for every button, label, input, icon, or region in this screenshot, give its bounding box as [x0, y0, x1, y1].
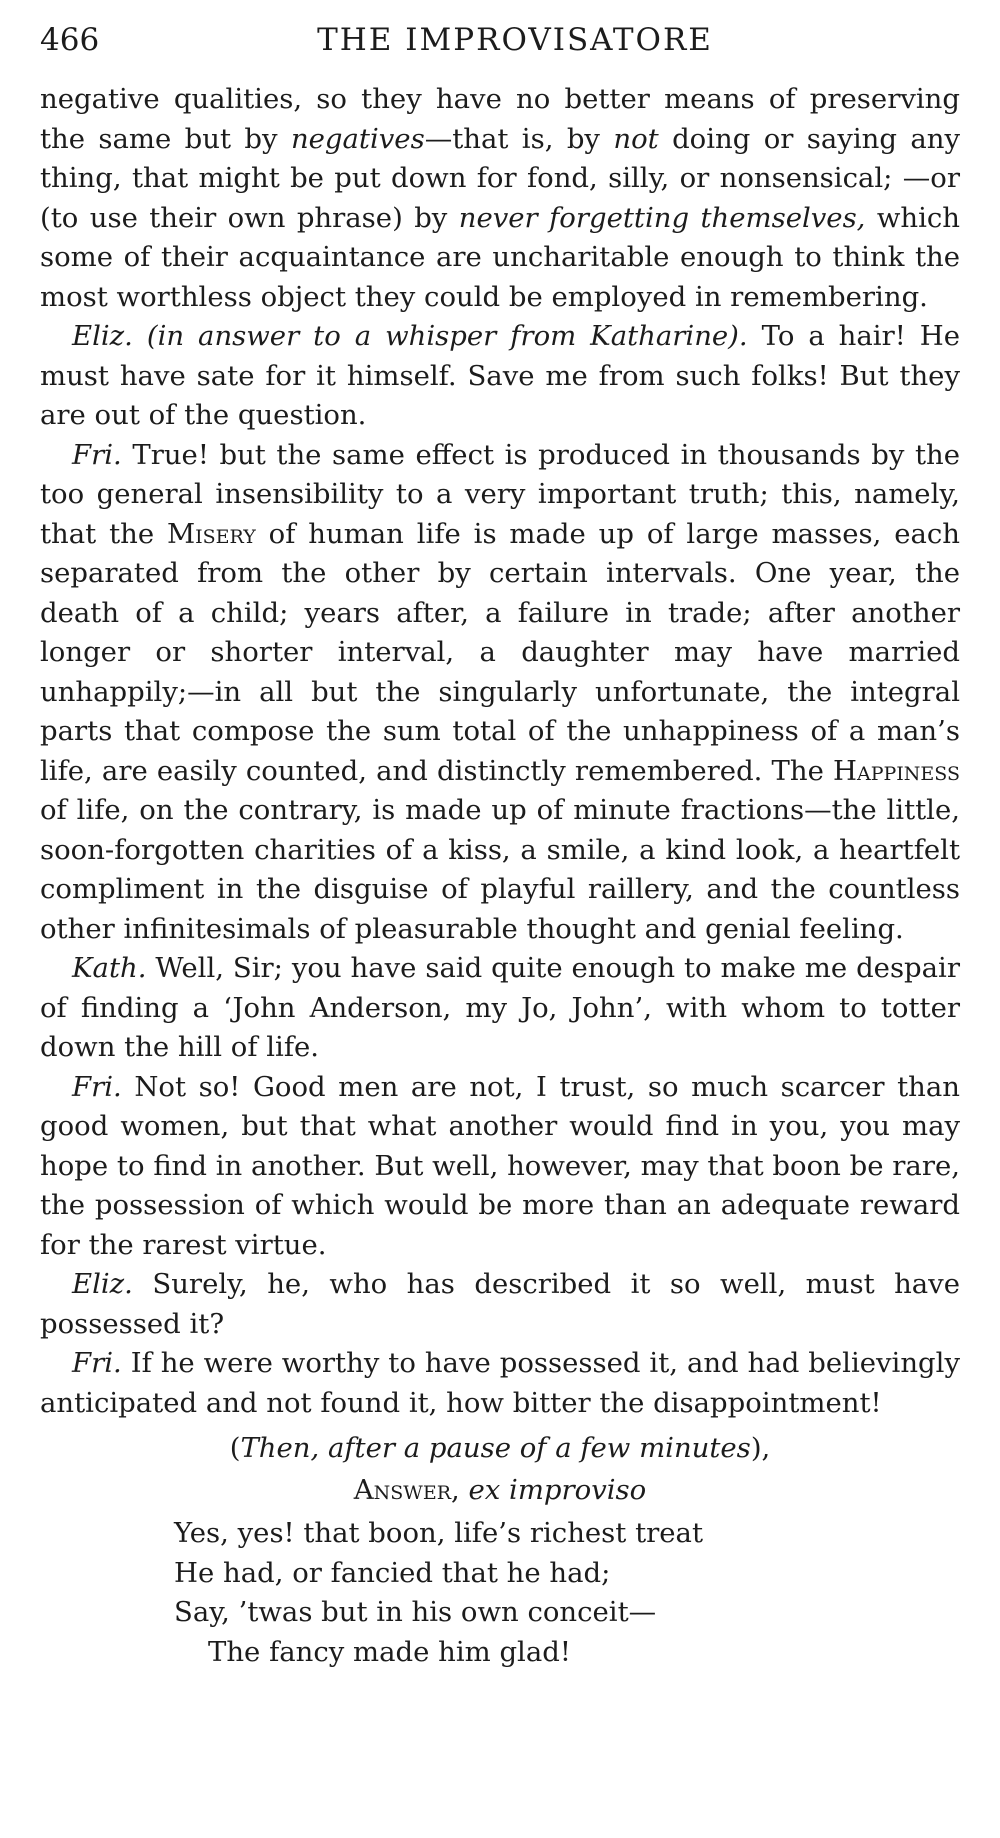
speaker-label: Fri. [72, 1347, 122, 1379]
page-number: 466 [40, 22, 100, 58]
speaker-label: Eliz. [72, 320, 133, 352]
paragraph-4: Kath. Well, Sir; you have said quite enough to make me despair of finding a ‘John Anderson, my Jo, John’, with whom to totter down the hill of life. [40, 952, 960, 1063]
paragraph-6: Eliz. Surely, he, who has described it so well, must have possessed it? [40, 1268, 960, 1340]
stage-direction: (in answer to a whisper from Katharine). [132, 320, 748, 352]
speaker-label: Fri. [72, 438, 122, 471]
paragraph-1: negative qualities, so they have no better means of preserving the same but by negatives—that is, by not doing or saying any thing, that might be put down for fond, silly, or nonsensical; —or (to use their own phrase) by never forgetting themselves, which some of their acquaintance are uncharitable enough to think the most worthless object they could be employed in remembering. [40, 83, 960, 313]
running-title: THE IMPROVISATORE [317, 22, 713, 58]
poem-line-1: Yes, yes! that boon, life’s richest treat [174, 1517, 703, 1549]
paragraph-7: Fri. If he were worthy to have possessed it, and had believingly anticipated and not found it, how bitter the disappointment! [40, 1347, 960, 1419]
paragraph-5: Fri. Not so! Good men are not, I trust, so much scarcer than good women, but that what another would find in you, you may hope to find in another. But well, however, may that boon be rare, the possession of which would be more than an adequate reward for the rarest virtue. [40, 1070, 960, 1261]
paragraph-2: Eliz. (in answer to a whisper from Katharine). To a hair! He must have sate for it himself. Save me from such folks! But they are out of the question. [40, 320, 960, 431]
poem [174, 1514, 960, 1672]
paragraph-3: Fri. True! but the same effect is produced in thousands by the too general insensibility to a very important truth; this, namely, that the Misery of human life is made up of large masses, each separated from the other by certain intervals. One year, the death of a child; years after, a failure in trade; after another longer or shorter interval, a daughter may have married unhappily;—in all but the singularly unfortunate, the integral parts that compose the sum total of the unhappiness of a man’s life, are easily counted, and distinctly remembered. The Happiness of life, on the contrary, is made up of minute fractions—the little, soon-forgotten charities of a kiss, a smile, a kind look, a heartfelt compliment in the disguise of playful raillery, and the countless other infinitesimals of pleasurable thought and genial feeling. [40, 438, 960, 945]
poem-line-3: Say, ’twas but in his own conceit— [174, 1596, 657, 1628]
speaker-label: Eliz. [72, 1268, 133, 1300]
page-body [40, 80, 960, 1672]
speaker-label: Fri. [72, 1070, 122, 1103]
poem-line-2: He had, or fancied that he had; [174, 1556, 611, 1589]
answer-heading: Answer, ex improviso [353, 1473, 647, 1506]
speaker-label: Kath. [72, 952, 147, 984]
page-header [40, 22, 960, 62]
stage-direction-line: (Then, after a pause of a few minutes), [229, 1432, 771, 1464]
poem-line-4: The fancy made him glad! [208, 1635, 571, 1668]
